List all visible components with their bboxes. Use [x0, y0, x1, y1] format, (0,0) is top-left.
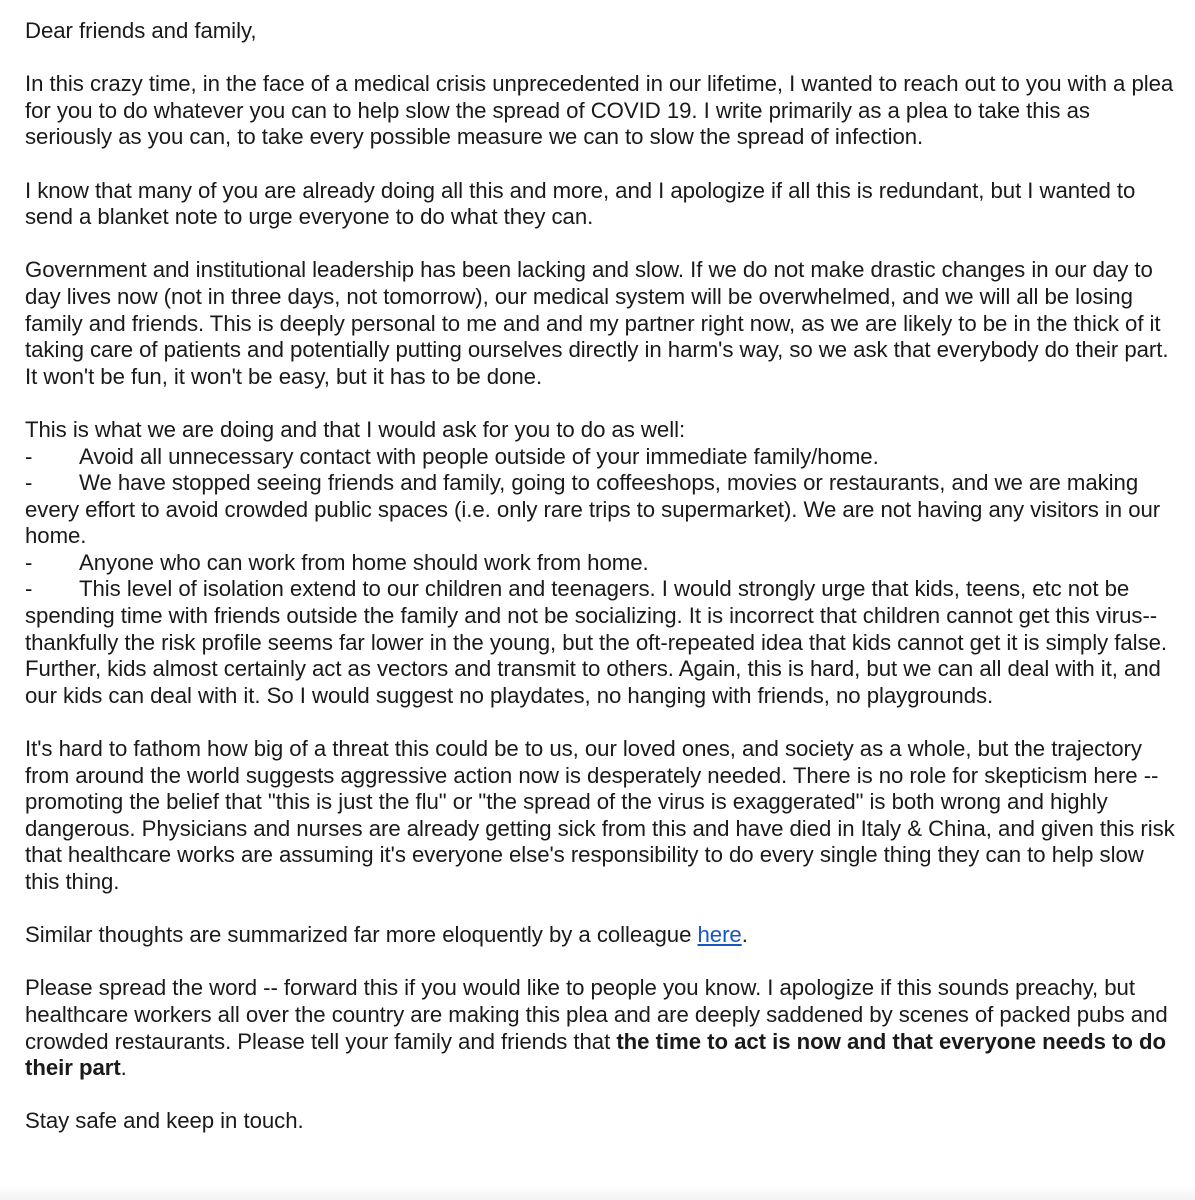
bottom-edge-shade	[0, 1186, 1195, 1200]
call-to-action-bold: the time to act is now and that everyone needs to do their part	[25, 1028, 1167, 1081]
list-item-text: Avoid all unnecessary contact with people outside of your immediate family/home.	[79, 443, 879, 469]
paragraph-colleague	[25, 922, 1175, 949]
list-marker: -	[25, 549, 33, 575]
paragraph-intro: In this crazy time, in the face of a medical crisis unprecedented in our lifetime, I wanted to reach out to you with a plea for you to do whatever you can to help slow the spread of COVID 19. I write primarily as a plea to take this as seriously as you can, to take every possible measure we can to slow the spread of infection.	[25, 71, 1174, 150]
paragraph-threat: It's hard to fathom how big of a threat this could be to us, our loved ones, and society as a whole, but the trajectory from around the world suggests aggressive action now is desperately needed. There is no role for skepticism here -- promoting the belief that "this is just the flu" or "the spread of the virus is exaggerated" is both wrong and highly dangerous. Physicians and nurses are already getting sick from this and have died in Italy & China, and given this risk that healthcare works are assuming it's everyone else's responsibility to do every single thing they can to help slow this thing.	[25, 736, 1175, 894]
paragraph-leadership: Government and institutional leadership has been lacking and slow. If we do not make drastic changes in our day to day lives now (not in three days, not tomorrow), our medical system will be overwhelmed, and we will all be losing family and friends. This is deeply personal to me and and my partner right now, as we are likely to be in the thick of it taking care of patients and potentially putting ourselves directly in harm's way, so we ask that everybody do their part. It won't be fun, it won't be easy, but it has to be done.	[25, 257, 1169, 389]
list-item-text: Anyone who can work from home should work from home.	[79, 549, 649, 575]
paragraph-spread-word	[25, 975, 1175, 1081]
action-list	[25, 417, 1175, 710]
colleague-end: .	[741, 922, 748, 948]
list-intro: This is what we are doing and that I would ask for you to do as well:	[25, 416, 686, 442]
greeting: Dear friends and family,	[25, 18, 257, 43]
list-item	[25, 470, 1175, 550]
list-item-text: This level of isolation extend to our children and teenagers. I would strongly urge that kids, teens, etc not be spending time with friends outside the family and not be socializing. It is incorrect that children cannot get this virus--thankfully the risk profile seems far lower in the young, but the oft-repeated idea that kids cannot get it is simply false. Further, kids almost certainly act as vectors and transmit to others. Again, this is hard, but we can all deal with it, and our kids can deal with it. So I would suggest no playdates, no hanging with friends, no playgrounds.	[25, 576, 1167, 708]
email-body	[25, 18, 1175, 1162]
list-marker: -	[25, 443, 33, 469]
list-marker: -	[25, 576, 33, 602]
list-item	[25, 550, 1175, 577]
paragraph-apology: I know that many of you are already doing all this and more, and I apologize if all this is redundant, but I wanted to send a blanket note to urge everyone to do what they can.	[25, 177, 1136, 230]
list-marker: -	[25, 470, 33, 496]
list-item	[25, 576, 1175, 709]
list-item	[25, 444, 1175, 471]
spread-word-end: .	[120, 1055, 127, 1081]
list-item-text: We have stopped seeing friends and family, going to coffeeshops, movies or restaurants, and we are making every effort to avoid crowded public spaces (i.e. only rare trips to supermarket). We are not having any visitors in our home.	[25, 470, 1161, 549]
colleague-text: Similar thoughts are summarized far more eloquently by a colleague	[25, 922, 698, 948]
closing: Stay safe and keep in touch.	[25, 1108, 304, 1134]
here-link[interactable]: here	[697, 922, 742, 948]
spread-word-text: Please spread the word -- forward this if you would like to people you know. I apologize if this sounds preachy, but healthcare workers all over the country are making this plea and are deeply saddened by scenes of packed pubs and crowded restaurants. Please tell your family and friends that	[25, 975, 1168, 1054]
